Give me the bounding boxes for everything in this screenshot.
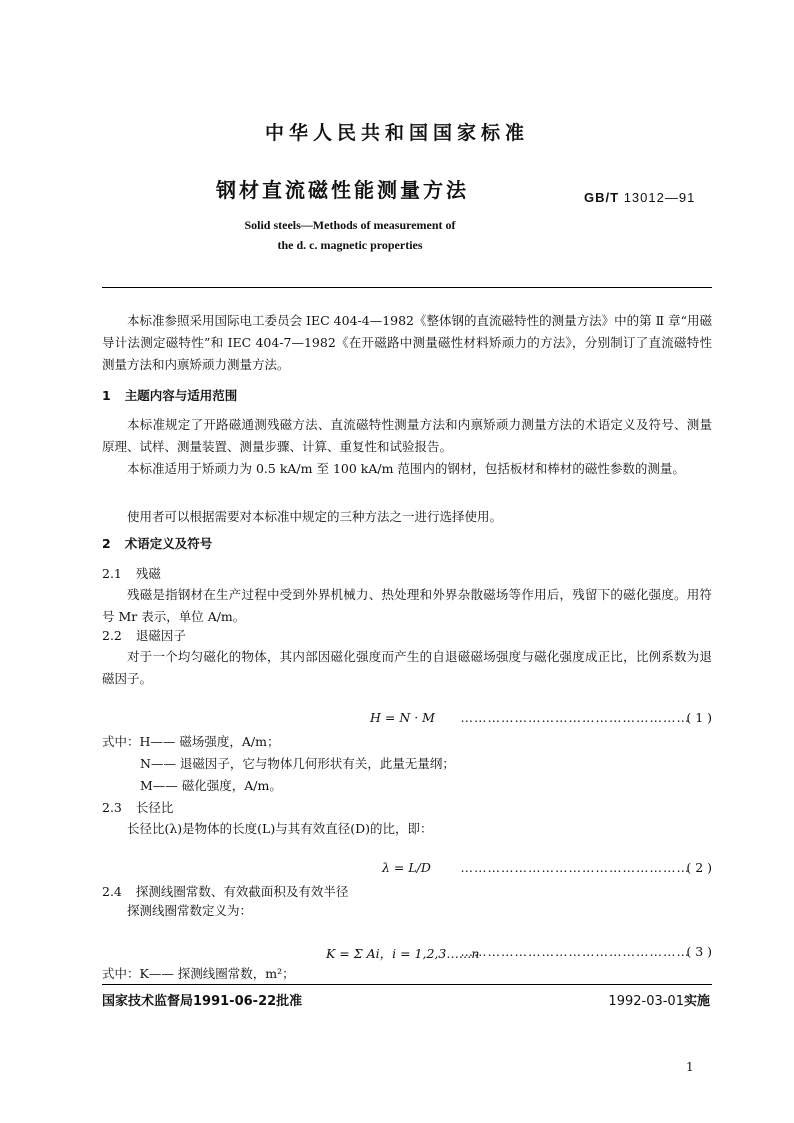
standard-number: 13012—91 [623,190,696,205]
equation-2-leader: …………………………………………… [460,860,690,875]
subsection-2-3-heading [102,798,173,816]
equation-2-row [102,860,712,880]
subsection-2-4-heading [102,882,348,900]
document-title: 钢材直流磁性能测量方法 [216,178,469,202]
equation-1: H = N · M [370,710,435,725]
equation-3-number: ( 3 ) [686,944,712,959]
subsection-2-1-number: 2.1 [102,566,122,581]
section-1-number: 1 [102,388,111,403]
subsection-2-1-title: 残磁 [135,566,161,581]
subsection-2-2-text: 对于一个均匀磁化的物体，其内部因磁化强度而产生的自退磁磁场强度与磁化强度成正比，比例系数为退磁因子。 [102,649,712,686]
equation-1-row [102,710,712,730]
section-2-title: 术语定义及符号 [124,536,213,551]
intro-paragraph: 本标准参照采用国际电工委员会 IEC 404-4—1982《整体钢的直流磁特性的测量方法》中的第 Ⅱ 章“用磁导计法测定磁特性”和 IEC 404-7—1982《在开磁路中测量磁性材料矫顽力的方法》，分别制订了直流磁特性测量方法和内禀矫顽力测量方法。 [102,313,712,372]
standard-code [584,190,695,205]
effective-label: 实施 [683,994,710,1009]
subsection-2-2-heading [102,626,186,644]
equation-1-where: 式中：H—— 磁场强度，A/m； [102,734,280,749]
footer-divider [102,984,712,985]
subsection-2-3-text: 长径比(λ)是物体的长度(L)与其有效直径(D)的比，即： [127,821,433,836]
english-title-line2: the d. c. magnetic properties [277,238,423,252]
subsection-2-1-heading [102,564,161,582]
subsection-2-3-number: 2.3 [102,800,122,815]
subsection-2-3-title: 长径比 [135,800,174,815]
equation-1-leader: …………………………………………… [460,710,690,725]
equation-3-where: 式中：K—— 探测线圈常数，m²； [102,966,295,981]
english-title-line1: Solid steels—Methods of measurement of [244,218,456,232]
equation-1-def-m: M—— 磁化强度，A/m。 [140,778,282,793]
section-2-number: 2 [102,536,111,551]
section-1-paragraph-3: 使用者可以根据需要对本标准中规定的三种方法之一进行选择使用。 [127,509,503,524]
section-1-paragraph-2: 本标准适用于矫顽力为 0.5 kA/m 至 100 kA/m 范围内的钢材，包括板材和棒材的磁性参数的测量。 [127,461,685,476]
effective-date: 1992-03-01 [608,994,684,1009]
approval-line: 国家技术监督局1991-06-22批准 [102,994,303,1009]
equation-3-leader: …………………………………………… [460,944,690,959]
equation-1-number: ( 1 ) [686,710,712,725]
equation-1-def-n: N—— 退磁因子，它与物体几何形状有关，此量无量纲； [140,756,455,771]
subsection-2-4-title: 探测线圈常数、有效截面积及有效半径 [135,884,349,899]
standard-prefix: GB/T [584,190,620,205]
equation-3-row [102,944,712,964]
subsection-2-2-number: 2.2 [102,628,122,643]
header-divider [102,287,712,288]
equation-3: K = Σ Ai，i = 1,2,3……n [326,946,480,961]
subsection-2-2-title: 退磁因子 [135,628,186,643]
national-standard-title: 中华人民共和国国家标准 [264,122,529,144]
subsection-2-4-number: 2.4 [102,884,122,899]
section-2-heading [102,534,226,552]
section-1-title: 主题内容与适用范围 [124,388,238,403]
equation-2: λ = L/D [382,860,431,875]
section-1-paragraph-1: 本标准规定了开路磁通测残磁方法、直流磁特性测量方法和内禀矫顽力测量方法的术语定义及符号、测量原理、试样、测量装置、测量步骤、计算、重复性和试验报告。 [102,417,712,454]
subsection-2-4-text: 探测线圈常数定义为： [127,903,253,918]
subsection-2-1-text: 残磁是指钢材在生产过程中受到外界机械力、热处理和外界杂散磁场等作用后，残留下的磁化强度。用符号 Mr 表示，单位 A/m。 [102,587,712,624]
section-1-heading [102,386,251,404]
equation-2-number: ( 2 ) [686,860,712,875]
page-number: 1 [686,1060,694,1074]
effective-line [608,990,710,1009]
